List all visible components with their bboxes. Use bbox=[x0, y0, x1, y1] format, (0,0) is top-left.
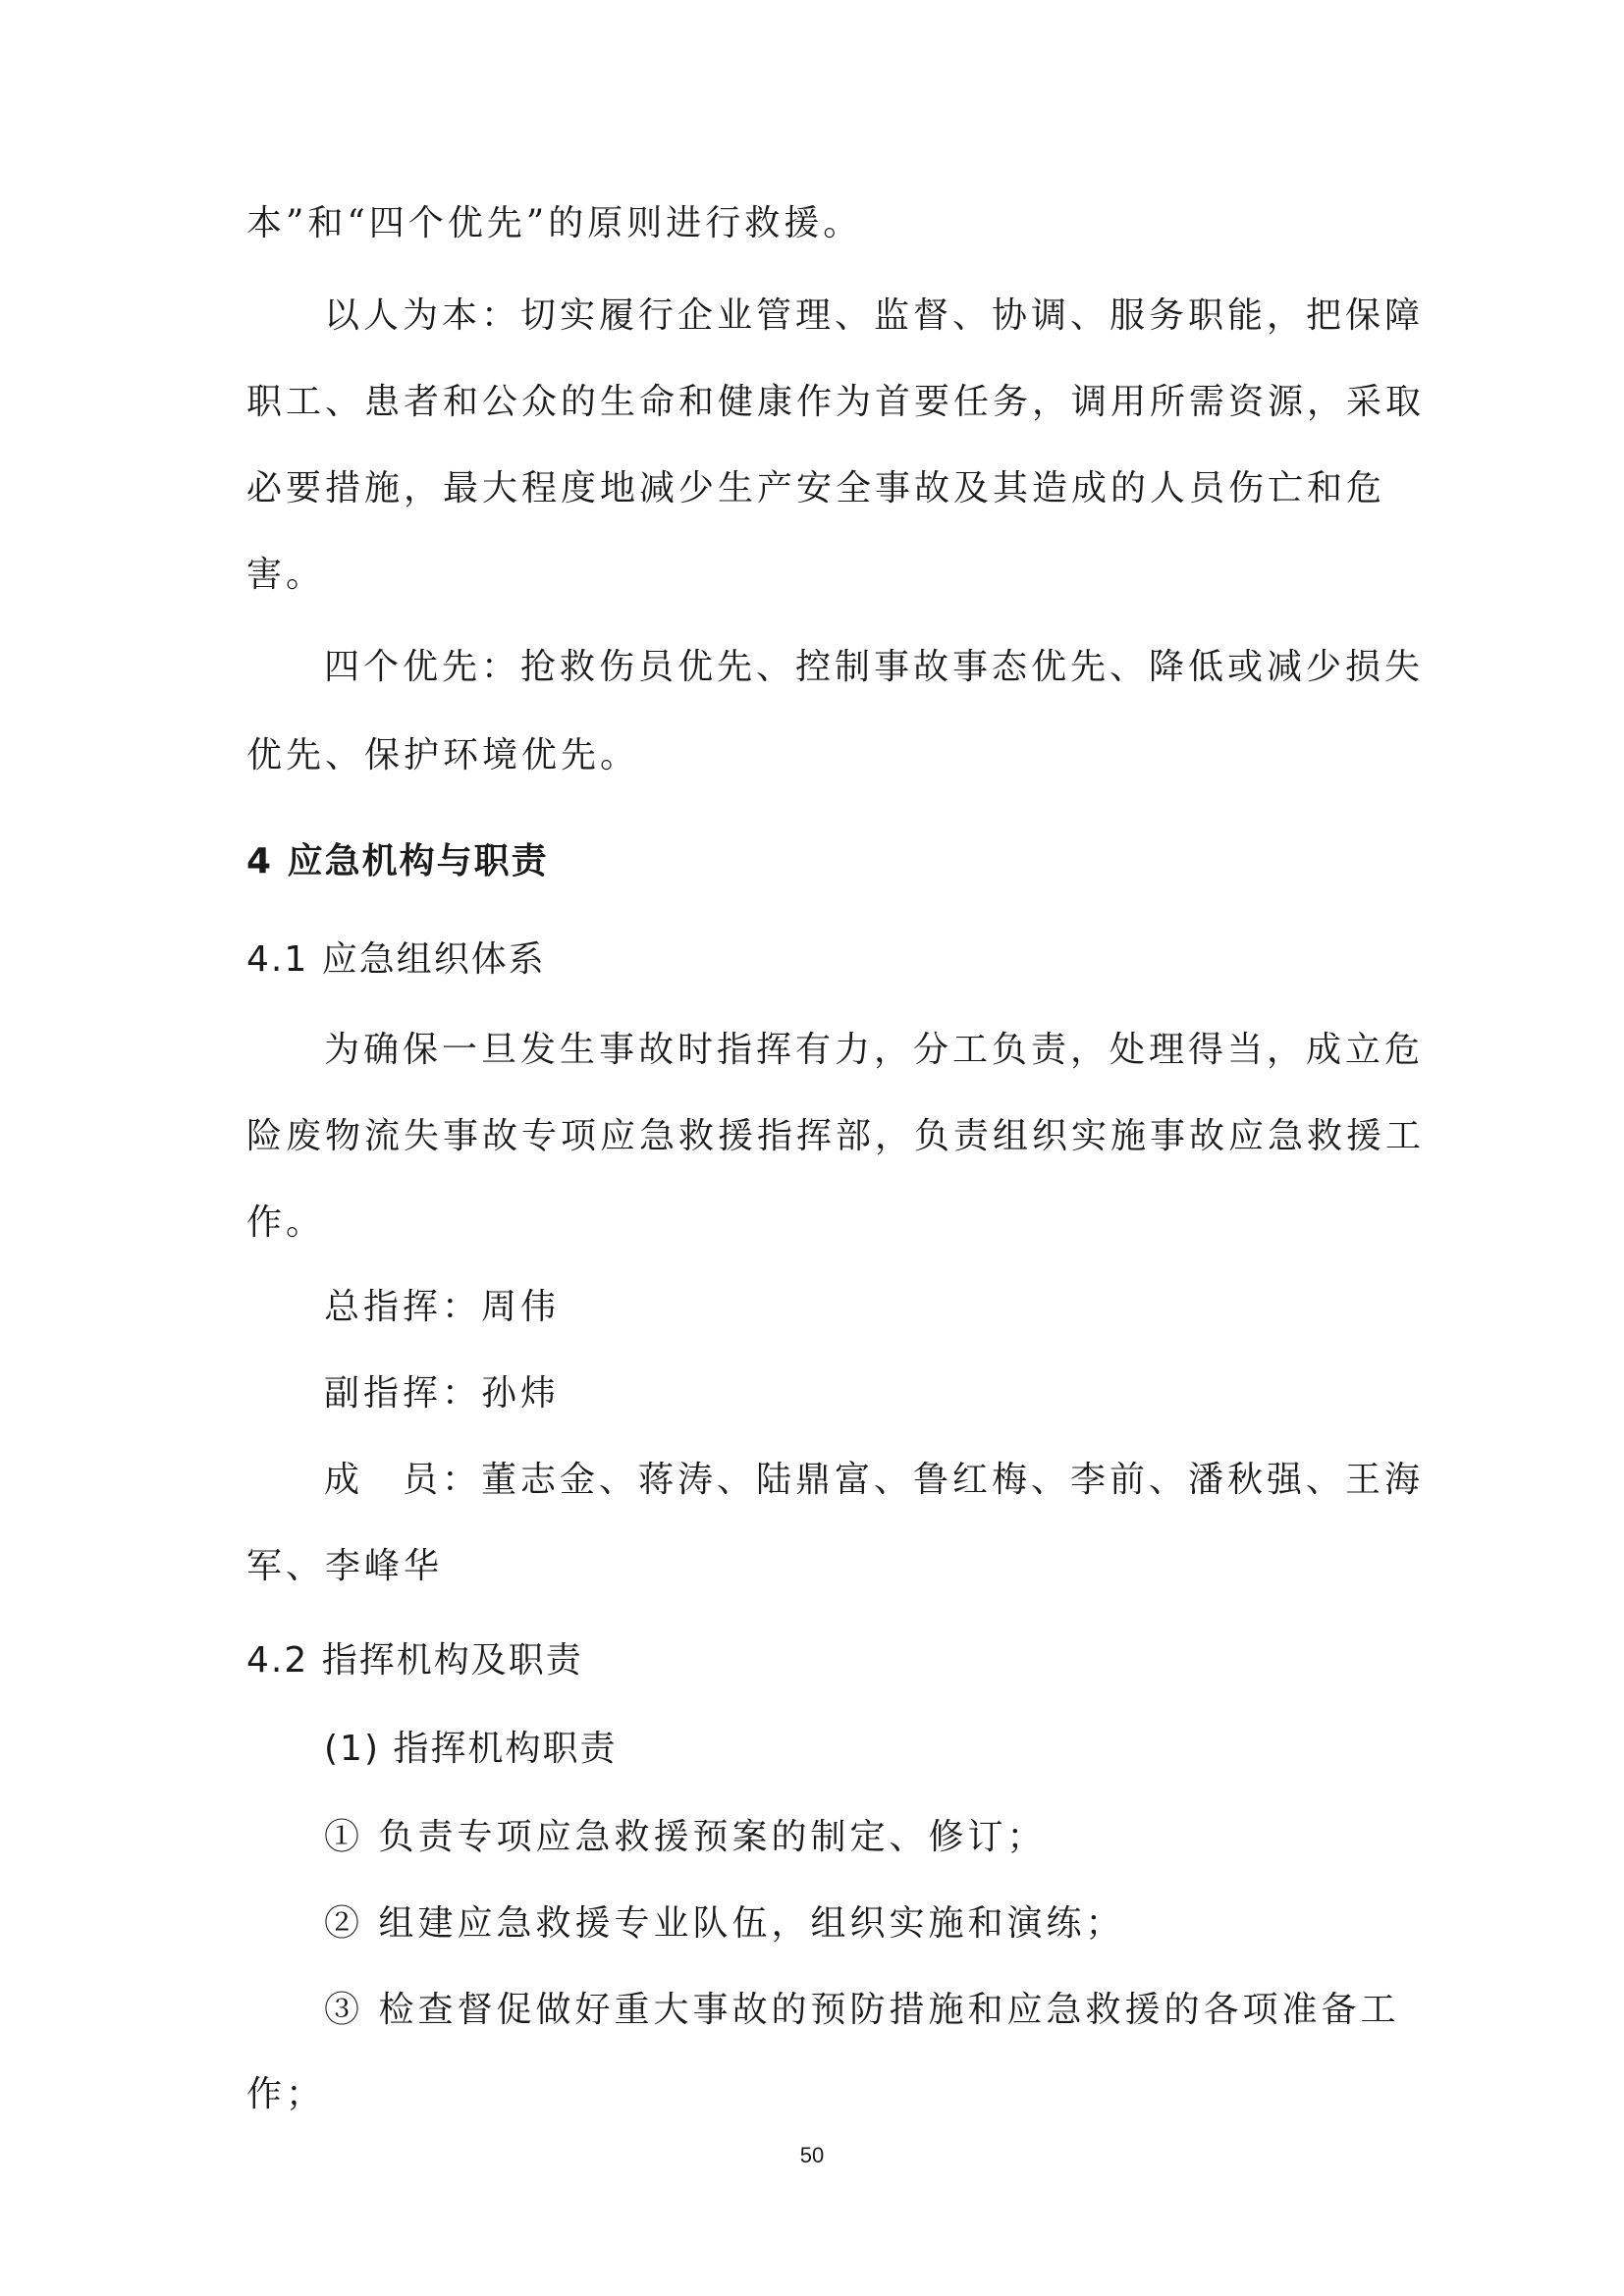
list-item: ① 负责专项应急救援预案的制定、修订； bbox=[324, 1817, 1047, 1857]
list-heading: (1) 指挥机构职责 bbox=[324, 1729, 618, 1769]
paragraph-line: 四个优先：抢救伤员优先、控制事故事态优先、降低或减少损失 bbox=[324, 647, 1425, 687]
subsection-heading: 4.2 指挥机构及职责 bbox=[246, 1640, 583, 1681]
paragraph-line: 本”和“四个优先”的原则进行救援。 bbox=[246, 203, 863, 243]
commander-line: 总指挥：周伟 bbox=[324, 1287, 561, 1327]
paragraph-line: 害。 bbox=[246, 555, 326, 595]
page-number: 50 bbox=[799, 2143, 825, 2167]
paragraph-line: 险废物流失事故专项应急救援指挥部，负责组织实施事故应急救援工 bbox=[246, 1116, 1426, 1156]
paragraph-line: 以人为本：切实履行企业管理、监督、协调、服务职能，把保障 bbox=[324, 295, 1425, 336]
list-item: ③ 检查督促做好重大事故的预防措施和应急救援的各项准备工 bbox=[324, 1990, 1400, 2030]
section-heading: 4 应急机构与职责 bbox=[246, 841, 549, 881]
paragraph-line: 为确保一旦发生事故时指挥有力，分工负责，处理得当，成立危 bbox=[324, 1030, 1425, 1070]
members-line: 成 员：董志金、蒋涛、陆鼎富、鲁红梅、李前、潘秋强、王海 bbox=[324, 1460, 1425, 1500]
subsection-heading: 4.1 应急组织体系 bbox=[246, 939, 546, 980]
list-item: 作； bbox=[246, 2074, 326, 2114]
list-item: ② 组建应急救援专业队伍，组织实施和演练； bbox=[324, 1903, 1125, 1944]
deputy-commander-line: 副指挥：孙炜 bbox=[324, 1373, 561, 1414]
paragraph-line: 职工、患者和公众的生命和健康作为首要任务，调用所需资源，采取 bbox=[246, 382, 1426, 422]
paragraph-line: 优先、保护环境优先。 bbox=[246, 735, 640, 775]
members-line: 军、李峰华 bbox=[246, 1546, 444, 1586]
paragraph-line: 必要措施，最大程度地减少生产安全事故及其造成的人员伤亡和危 bbox=[246, 468, 1386, 508]
paragraph-line: 作。 bbox=[246, 1202, 326, 1243]
